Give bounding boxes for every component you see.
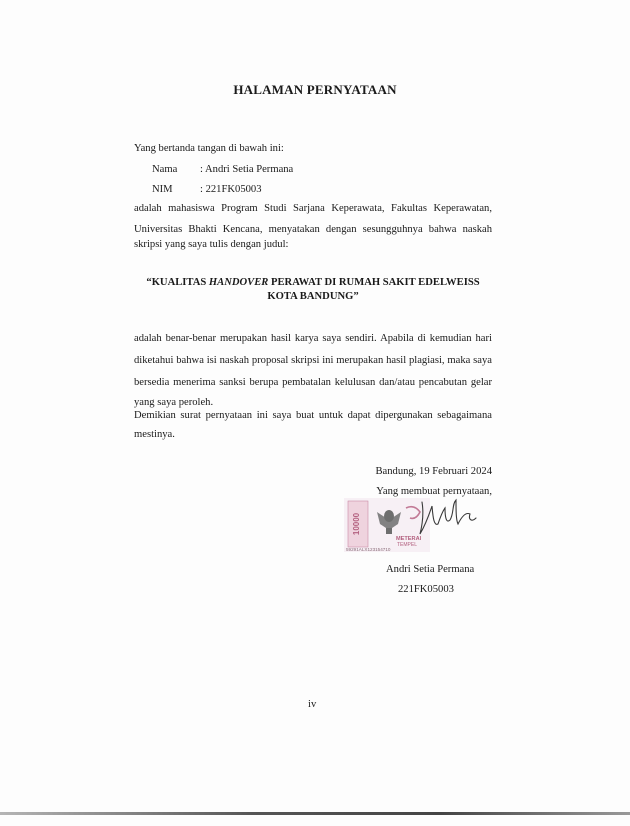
signer-nim: 221FK05003 <box>398 584 454 595</box>
para3-line1: Demikian surat pernyataan ini saya buat untuk dapat dipergunakan sebagaimana <box>134 410 492 421</box>
maker-label: Yang membuat pernyataan, <box>376 486 492 497</box>
para1-line2: Universitas Bhakti Kencana, menyatakan dengan sesungguhnya bahwa naskah <box>134 224 492 235</box>
para2-line4: yang saya peroleh. <box>134 397 214 408</box>
field-label-name: Nama <box>152 164 178 175</box>
para2-line1: adalah benar-benar merupakan hasil karya saya sendiri. Apabila di kemudian hari <box>134 333 492 344</box>
field-value-name: : Andri Setia Permana <box>200 164 294 175</box>
para3-line2: mestinya. <box>134 429 175 440</box>
signer-name: Andri Setia Permana <box>386 564 475 575</box>
stamp-label2: TEMPEL <box>397 542 418 548</box>
thesis-title-line2: KOTA BANDUNG” <box>267 291 359 302</box>
thesis-title-line1 <box>134 277 492 288</box>
field-value-nim: : 221FK05003 <box>200 184 262 195</box>
signature-area <box>336 494 496 556</box>
para1-line3: skripsi yang saya tulis dengan judul: <box>134 239 289 250</box>
stamp-value: 10000 <box>352 512 361 536</box>
place-date: Bandung, 19 Februari 2024 <box>375 466 492 477</box>
para1-line1: adalah mahasiswa Program Studi Sarjana Keperawata, Fakultas Keperawatan, <box>134 203 492 214</box>
para2-line2: diketahui bahwa isi naskah proposal skripsi ini merupakan hasil plagiasi, maka saya <box>134 355 492 366</box>
field-label-nim: NIM <box>152 184 173 195</box>
para2-line3: bersedia menerima sanksi berupa pembatalan kelulusan dan/atau pencabutan gelar <box>134 377 492 388</box>
page-number: iv <box>308 699 317 710</box>
scan-edge-line <box>0 812 630 815</box>
stamp-label1: METERAI <box>396 536 422 542</box>
thesis-title-italic: HANDOVER <box>208 277 269 288</box>
intro-text: Yang bertanda tangan di bawah ini: <box>134 143 284 154</box>
thesis-title-post: PERAWAT DI RUMAH SAKIT EDELWEISS <box>268 277 480 288</box>
thesis-title-pre: “KUALITAS <box>146 277 209 288</box>
page-title: HALAMAN PERNYATAAN <box>233 82 397 97</box>
handwritten-signature <box>412 494 492 544</box>
stamp-serial: 59291ALX123154710 <box>346 547 391 552</box>
